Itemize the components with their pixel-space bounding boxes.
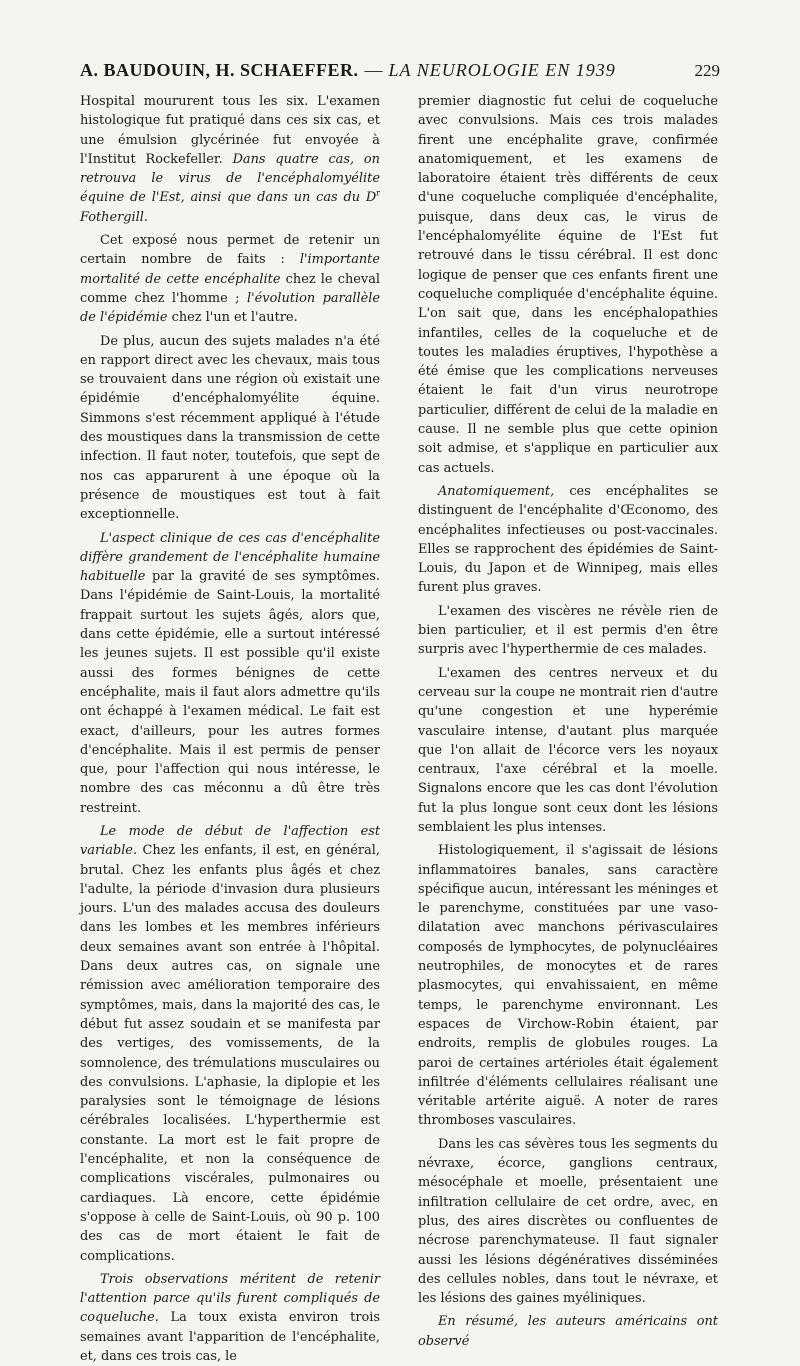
italic-run: Fothergill. <box>80 209 148 225</box>
page-number: 229 <box>694 61 720 80</box>
right-column <box>418 92 718 1351</box>
italic-run: En résumé, les auteurs américains ont observé <box>418 1314 718 1349</box>
text-run: Cet exposé nous permet de retenir un certain nombre de faits : <box>80 233 380 268</box>
paragraph <box>80 529 380 818</box>
header-separator: — <box>364 60 383 80</box>
superscript: r <box>376 189 380 199</box>
paragraph: Histologiquement, il s'agissait de lésions inflammatoires banales, sans caractère spécifique aucun, intéressant les méninges et le parenchyme, constituées par une vaso-dilatation avec manchons périvasculaires composés de lymphocytes, de polynucléaires neutrophiles, de monocytes et de rares plasmocytes, qui envahissaient, en même temps, le parenchyme environnant. Les espaces de Virchow-Robin étaient, par endroits, remplis de globules rouges. La paroi de certaines artérioles était également infiltrée d'éléments cellulaires réalisant une véritable artérite aiguë. A noter de rares thromboses vasculaires. <box>418 843 718 1129</box>
italic-run: l'évolution parallèle de l'épidémie <box>80 290 380 326</box>
italic-run: Dans quatre cas, on retrouva le virus de l'encéphalomyélite équine de l'Est, ainsi que dans un cas du D <box>80 151 380 206</box>
italic-run: Anatomiquement, <box>438 483 555 499</box>
text-run: par la gravité de ses symptômes. Dans l'épidémie de Saint-Louis, la mortalité frappait surtout les sujets âgés, alors que, dans cette épidémie, elle a surtout intéressé les jeunes sujets. Il est possible qu'il existe aussi des formes bénignes de cette encéphalite, mais il faut alors admettre qu'ils ont échappé à l'examen médical. Le fait est exact, d'ailleurs, pour les autres formes d'encéphalite. Mais il est permis de penser que, pour l'affection qui nous intéresse, le nombre des cas méconnu a dû être très restreint. <box>80 569 380 816</box>
paragraph: De plus, aucun des sujets malades n'a été en rapport direct avec les chevaux, mais tous se trouvaient dans une région où existait une épidémie d'encéphalomyélite équine. Simmons s'est récemment appliqué à l'étude des moustiques dans la transmission de cette infection. Il faut noter, toutefois, que sept de nos cas apparurent à une époque où la présence de moustiques est tout à fait exceptionnelle. <box>80 333 380 523</box>
paragraph-continued <box>80 92 380 227</box>
italic-run: Trois observations méritent de retenir l'attention parce qu'ils furent compliqués de coqueluche. <box>80 1271 380 1326</box>
running-header <box>80 60 720 81</box>
paragraph: Dans les cas sévères tous les segments du névraxe, écorce, ganglions centraux, mésocéphale et moelle, présentaient une infiltration cellulaire de cet ordre, avec, en plus, des aires discrètes ou confluentes de nécrose parenchymateuse. Il faut signaler aussi les lésions dégénératives disséminées des cellules nobles, dans tout le névraxe, et les lésions des gaines myéliniques. <box>418 1136 718 1307</box>
paragraph <box>418 482 718 598</box>
header-left <box>80 60 616 81</box>
paragraph <box>80 1270 380 1366</box>
text-run: chez l'un et l'autre. <box>167 310 298 326</box>
paragraph: L'examen des viscères ne révèle rien de bien particulier, et il est permis d'en être surpris avec l'hyperthermie de ces malades. <box>418 603 718 658</box>
header-authors: A. BAUDOUIN, H. SCHAEFFER. <box>80 60 359 80</box>
paragraph: L'examen des centres nerveux et du cerveau sur la coupe ne montrait rien d'autre qu'une congestion et une hyperémie vasculaire intense, d'autant plus marquée que l'on allait de l'écorce vers les noyaux centraux, l'axe cérébral et la moelle. Signalons encore que les cas dont l'évolution fut la plus longue sont ceux dont les lésions semblaient les plus intenses. <box>418 665 718 835</box>
text-run: Hospital moururent tous les six. L'examen histologique fut pratiqué dans ces six cas, et une émulsion glycérinée fut envoyée à l'Institut Rockefeller. <box>80 94 380 167</box>
text-run: La toux exista environ trois semaines avant l'apparition de l'encéphalite, et, dans ces trois cas, le <box>80 1310 380 1364</box>
paragraph-continued: premier diagnostic fut celui de coqueluche avec convulsions. Mais ces trois malades firent une encéphalite grave, confirmée anatomiquement, et les examens de laboratoire étaient très différents de ceux d'une coqueluche compliquée d'encéphalite, puisque, dans deux cas, le virus de l'encéphalomyélite équine de l'Est fut retrouvé dans le tissu cérébral. Il est donc logique de penser que ces enfants firent une coqueluche compliquée d'encéphalite équine. L'on sait que, dans les encéphalopathies infantiles, celles de la coqueluche et de toutes les maladies éruptives, l'hypothèse a été émise que les complications nerveuses étaient le fait d'un virus neurotrope particulier, différent de celui de la maladie en cause. Il ne semble plus que cette opinion soit admise, et s'applique en particulier aux cas actuels. <box>418 94 718 476</box>
paragraph <box>80 822 380 1266</box>
text-run: chez le cheval comme chez l'homme ; <box>80 271 381 306</box>
text-run: Chez les enfants, il est, en général, brutal. Chez les enfants plus âgés et chez l'adulte, la période d'invasion dura plusieurs jours. L'un des malades accusa des douleurs dans les lombes et les membres inférieurs deux semaines avant son entrée à l'hôpital. Dans deux autres cas, on signale une rémission avec amélioration temporaire des symptômes, mais, dans la majorité des cas, le début fut assez soudain et se manifesta par des vertiges, des vomissements, de la somnolence, des trémulations musculaires ou des convulsions. L'aphasie, la diplopie et les paralysies sont le témoignage de lésions cérébrales localisées. L'hyperthermie est constante. La mort est le fait propre de l'encéphalite, et non la conséquence de complications viscérales, pulmonaires ou cardiaques. Là encore, cette épidémie s'oppose à celle de Saint-Louis, où 90 p. 100 des cas de mort étaient le fait de complications. <box>80 843 380 1264</box>
text-run: ces encéphalites se distinguent de l'encéphalite d'Œconomo, des encéphalites infectieuses ou post-vaccinales. Elles se rapprochent des épidémies de Saint-Louis, du Japon et de Winnipeg, mais elles furent plus graves. <box>418 483 718 596</box>
italic-run: l'importante mortalité de cette encéphalite <box>80 252 380 287</box>
paragraph <box>418 1312 718 1351</box>
paragraph <box>80 231 380 327</box>
header-title: LA NEUROLOGIE EN 1939 <box>388 60 616 80</box>
italic-run: Le mode de début de l'affection est variable. <box>80 823 380 859</box>
left-column <box>80 92 380 1366</box>
italic-run: L'aspect clinique de ces cas d'encéphalite diffère grandement de l'encéphalite humaine habituelle <box>80 530 380 585</box>
